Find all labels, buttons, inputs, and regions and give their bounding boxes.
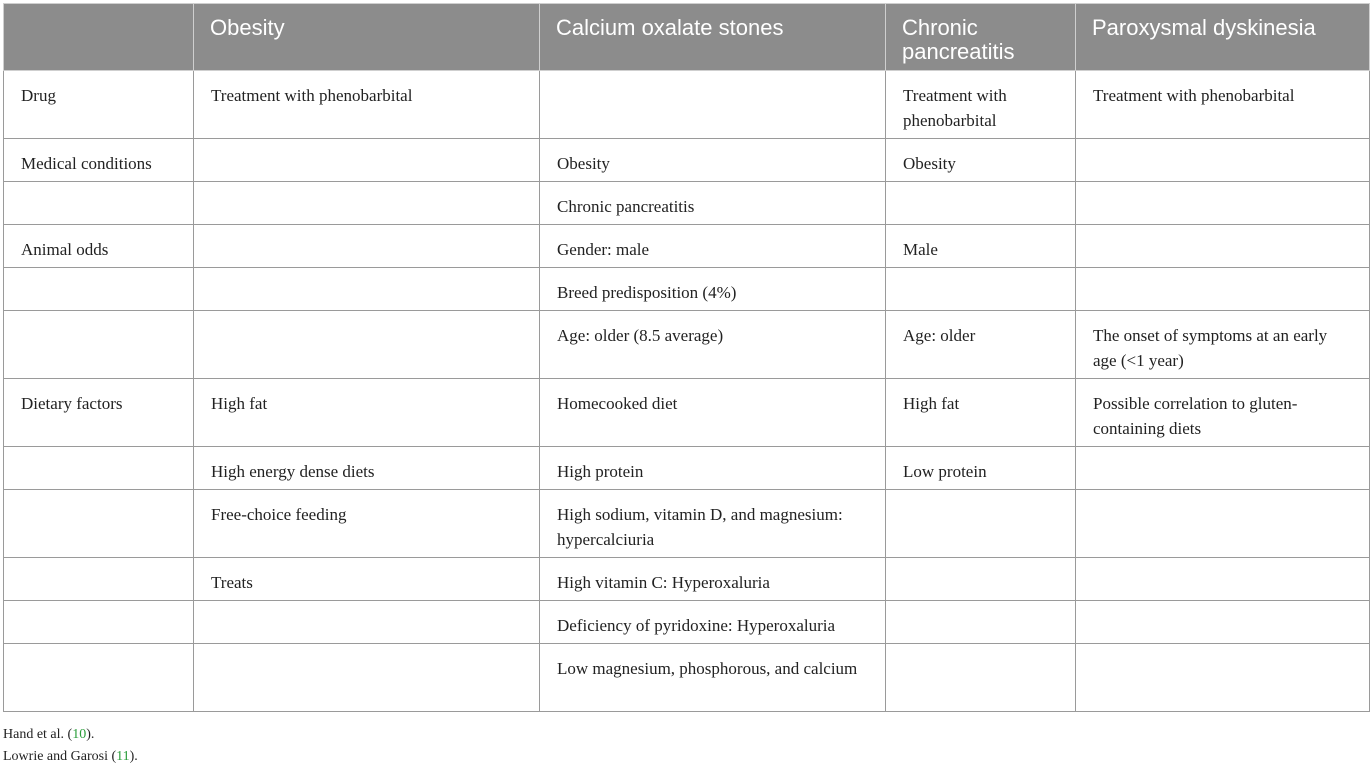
table-cell: Treatment with phenobarbital (886, 71, 1076, 139)
table-cell (1076, 182, 1370, 225)
row-label-cell (4, 601, 194, 644)
table-cell (1076, 644, 1370, 712)
table-row (4, 268, 1370, 311)
row-label-cell: Medical conditions (4, 139, 194, 182)
table-cell: High vitamin C: Hyperoxaluria (540, 558, 886, 601)
risk-factor-table (3, 3, 1370, 712)
table-cell: Free-choice feeding (194, 490, 540, 558)
table-cell: Obesity (886, 139, 1076, 182)
table-row (4, 182, 1370, 225)
table-cell: High energy dense diets (194, 447, 540, 490)
header-cell-paroxysmal-dyskinesia: Paroxysmal dyskinesia (1076, 4, 1370, 71)
table-header-row (4, 4, 1370, 71)
row-label-cell: Drug (4, 71, 194, 139)
risk-factor-table-container (3, 3, 1369, 712)
row-label-cell (4, 182, 194, 225)
row-label-cell (4, 558, 194, 601)
header-cell-chronic-pancreatitis: Chronic pancreatitis (886, 4, 1076, 71)
table-cell (886, 601, 1076, 644)
table-cell: Possible correlation to gluten-containing diets (1076, 379, 1370, 447)
table-row (4, 558, 1370, 601)
header-cell-calcium-oxalate-stones: Calcium oxalate stones (540, 4, 886, 71)
table-cell (194, 225, 540, 268)
table-cell: Male (886, 225, 1076, 268)
table-row (4, 225, 1370, 268)
table-footnotes (3, 724, 138, 768)
table-cell: Age: older (886, 311, 1076, 379)
table-row (4, 379, 1370, 447)
table-cell (886, 182, 1076, 225)
reference-link-11[interactable]: 11 (116, 749, 130, 764)
table-cell: Breed predisposition (4%) (540, 268, 886, 311)
table-cell (886, 644, 1076, 712)
table-row (4, 71, 1370, 139)
table-row (4, 601, 1370, 644)
table-cell (886, 490, 1076, 558)
table-cell: Low protein (886, 447, 1076, 490)
table-cell (1076, 268, 1370, 311)
table-cell: Age: older (8.5 average) (540, 311, 886, 379)
footnote: Hand et al. (10). (3, 727, 95, 742)
table-cell (194, 139, 540, 182)
table-cell (886, 268, 1076, 311)
table-cell: Homecooked diet (540, 379, 886, 447)
header-cell-obesity: Obesity (194, 4, 540, 71)
footnote: Lowrie and Garosi (11). (3, 749, 138, 764)
table-row (4, 644, 1370, 712)
table-row (4, 447, 1370, 490)
table-cell (194, 268, 540, 311)
table-cell: High fat (886, 379, 1076, 447)
table-row (4, 490, 1370, 558)
table-cell: Obesity (540, 139, 886, 182)
table-cell: High protein (540, 447, 886, 490)
row-label-cell (4, 490, 194, 558)
table-cell (1076, 225, 1370, 268)
table-cell: Treatment with phenobarbital (194, 71, 540, 139)
row-label-cell (4, 644, 194, 712)
table-cell: Deficiency of pyridoxine: Hyperoxaluria (540, 601, 886, 644)
table-cell: High sodium, vitamin D, and magnesium: hypercalciuria (540, 490, 886, 558)
row-label-cell (4, 268, 194, 311)
table-cell: Chronic pancreatitis (540, 182, 886, 225)
row-label-cell (4, 447, 194, 490)
reference-link-10[interactable]: 10 (72, 727, 87, 742)
table-cell (886, 558, 1076, 601)
table-cell: Treatment with phenobarbital (1076, 71, 1370, 139)
table-cell (540, 71, 886, 139)
table-row (4, 139, 1370, 182)
table-cell: Gender: male (540, 225, 886, 268)
table-cell (194, 644, 540, 712)
table-row (4, 311, 1370, 379)
row-label-cell (4, 311, 194, 379)
table-cell (1076, 490, 1370, 558)
table-cell: Treats (194, 558, 540, 601)
table-cell: High fat (194, 379, 540, 447)
table-cell (194, 601, 540, 644)
table-cell: Low magnesium, phosphorous, and calcium (540, 644, 886, 712)
table-cell (1076, 601, 1370, 644)
row-label-cell: Animal odds (4, 225, 194, 268)
table-cell (1076, 558, 1370, 601)
table-cell (194, 311, 540, 379)
table-cell (194, 182, 540, 225)
header-cell-empty (4, 4, 194, 71)
row-label-cell: Dietary factors (4, 379, 194, 447)
table-cell (1076, 139, 1370, 182)
table-cell: The onset of symptoms at an early age (<1 year) (1076, 311, 1370, 379)
table-cell (1076, 447, 1370, 490)
